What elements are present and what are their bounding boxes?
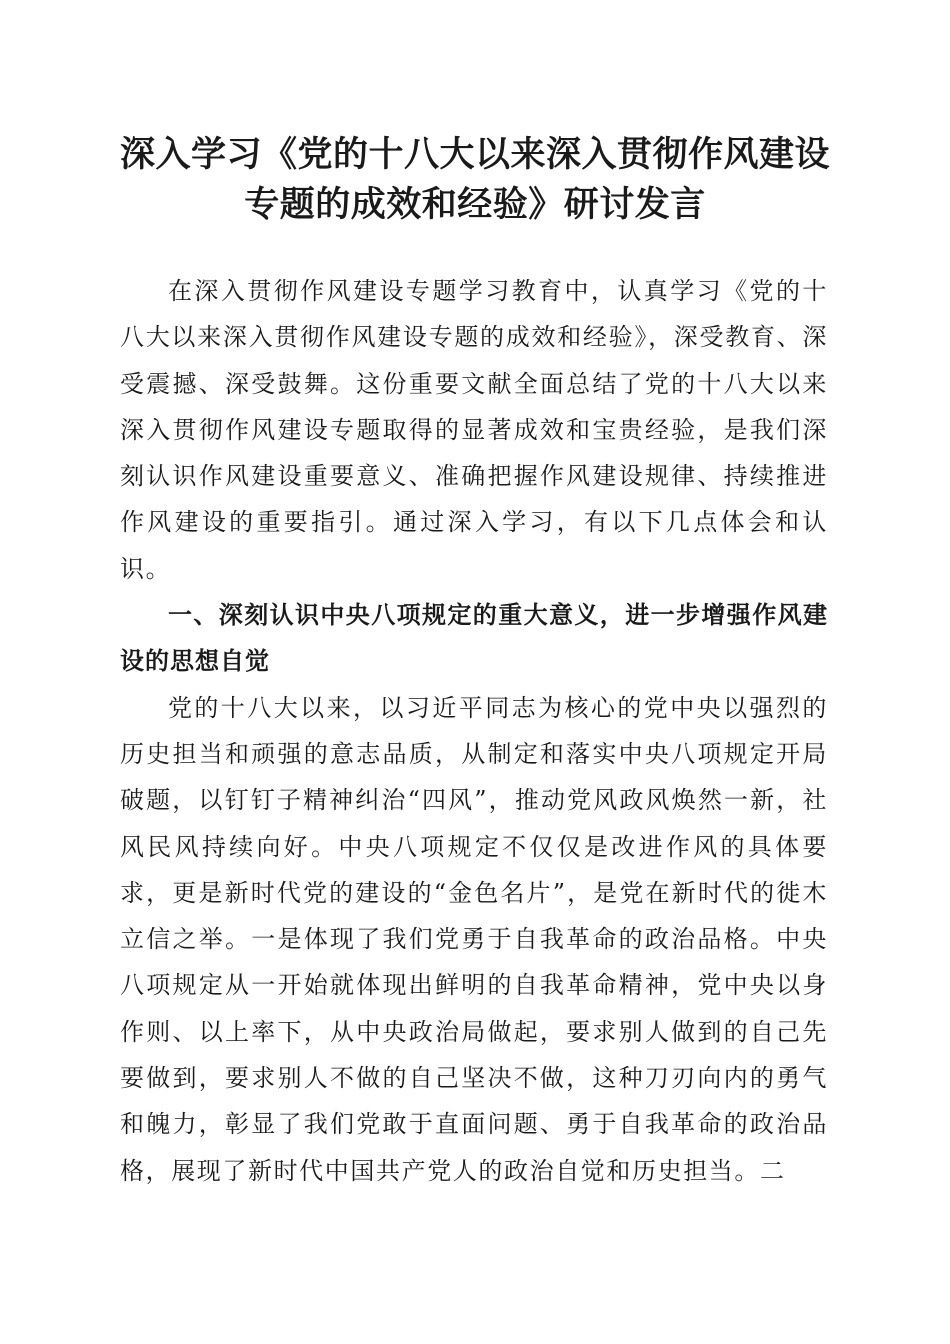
section-heading-1: 一、深刻认识中央八项规定的重大意义，进一步增强作风建设的思想自觉 [120,601,828,676]
document-title [100,130,850,230]
intro-paragraph: 在深入贯彻作风建设专题学习教育中，认真学习《党的十八大以来深入贯彻作风建设专题的成效和经验》，深受教育、深受震撼、深受鼓舞。这份重要文献全面总结了党的十八大以来深入贯彻作风建设专题取得的显著成效和宝贵经验，是我们深刻认识作风建设重要意义、准确把握作风建设规律、持续推进作风建设的重要指引。通过深入学习，有以下几点体会和认识。 [120,277,828,583]
title-line-1: 深入学习《党的十八大以来深入贯彻作风建设 [119,134,830,175]
section-1-paragraph: 党的十八大以来，以习近平同志为核心的党中央以强烈的历史担当和顽强的意志品质，从制定和落实中央八项规定开局破题，以钉钉子精神纠治“四风”，推动党风政风焕然一新，社风民风持续向好。中央八项规定不仅仅是改进作风的具体要求，更是新时代党的建设的“金色名片”，是党在新时代的徙木立信之举。一是体现了我们党勇于自我革命的政治品格。中央八项规定从一开始就体现出鲜明的自我革命精神，党中央以身作则、以上率下，从中央政治局做起，要求别人做到的自己先要做到，要求别人不做的自己坚决不做，这种刀刃向内的勇气和魄力，彰显了我们党敢于直面问题、勇于自我革命的政治品格，展现了新时代中国共产党人的政治自觉和历史担当。二 [120,693,828,1185]
document-body [120,268,828,1194]
title-line-2: 专题的成效和经验》研讨发言 [244,184,706,225]
